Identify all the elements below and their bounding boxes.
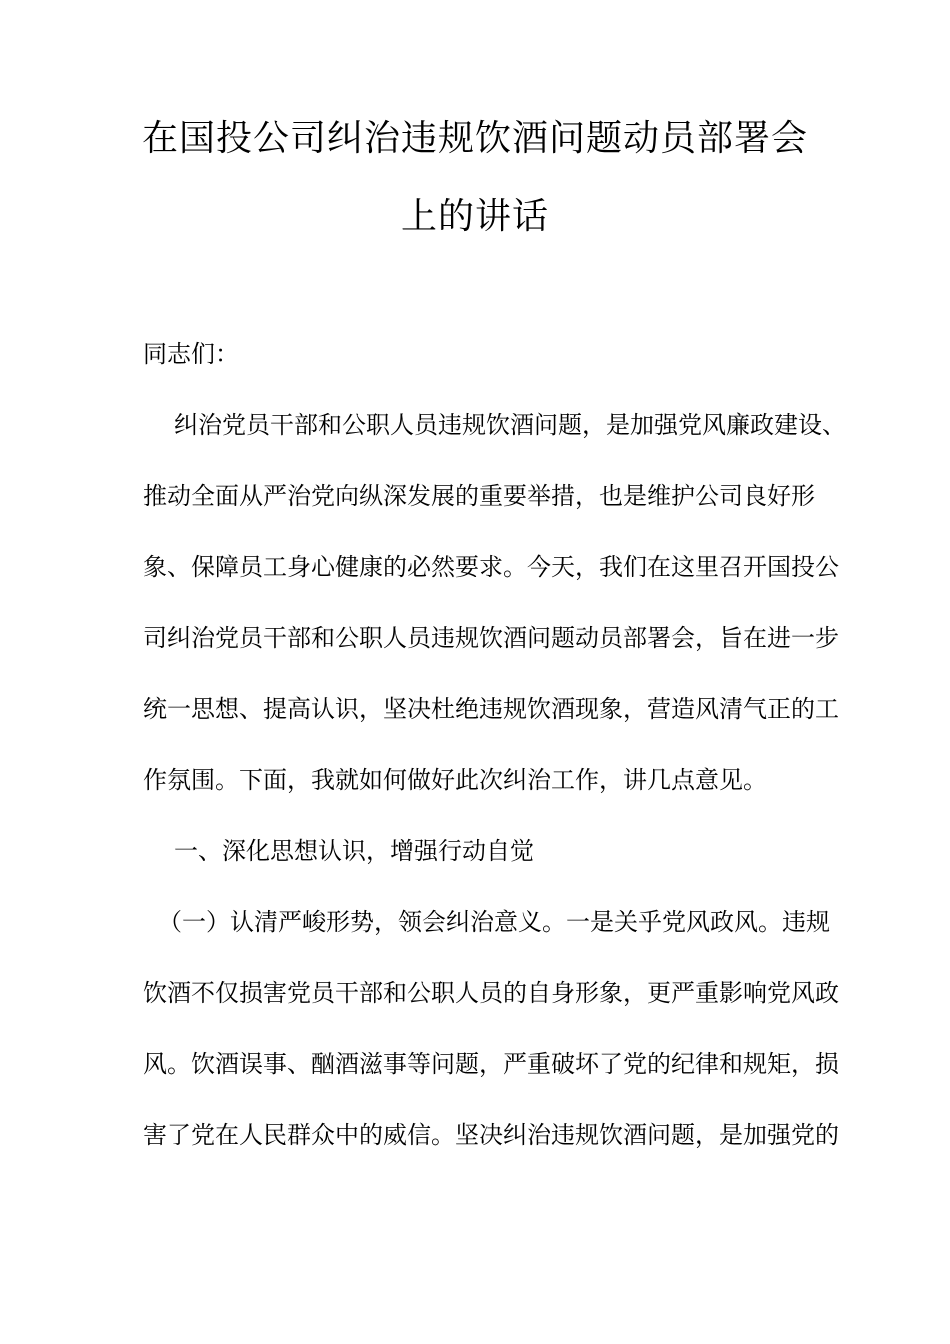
paragraph-2-line-1: （一）认清严峻形势，领会纠治意义。一是关乎党风政风。违规: [158, 908, 830, 936]
paragraph-1-line-5: 统一思想、提高认识，坚决杜绝违规饮酒现象，营造风清气正的工: [143, 695, 839, 723]
paragraph-1-line-2: 推动全面从严治党向纵深发展的重要举措，也是维护公司良好形: [143, 482, 815, 510]
document-body: [143, 319, 846, 1171]
title-line-1: 在国投公司纠治违规饮酒问题动员部署会: [141, 118, 808, 159]
paragraph-1-line-6: 作氛围。下面，我就如何做好此次纠治工作，讲几点意见。: [143, 766, 767, 794]
paragraph-2-line-2: 饮酒不仅损害党员干部和公职人员的自身形象，更严重影响党风政: [143, 979, 839, 1007]
paragraph-1-line-4: 司纠治党员干部和公职人员违规饮酒问题动员部署会，旨在进一步: [143, 624, 839, 652]
salutation-line: 同志们：: [143, 340, 239, 368]
paragraph-2-line-4: 害了党在人民群众中的威信。坚决纠治违规饮酒问题，是加强党的: [143, 1121, 839, 1149]
document-title: [0, 0, 950, 256]
section-heading-1: 一、深化思想认识，增强行动自觉: [174, 837, 534, 865]
paragraph-1-line-3: 象、保障员工身心健康的必然要求。今天，我们在这里召开国投公: [143, 553, 839, 581]
paragraph-1-line-1: 纠治党员干部和公职人员违规饮酒问题，是加强党风廉政建设、: [174, 411, 846, 439]
paragraph-2-line-3: 风。饮酒误事、酗酒滋事等问题，严重破坏了党的纪律和规矩，损: [143, 1050, 839, 1078]
title-line-2: 上的讲话: [400, 196, 549, 237]
